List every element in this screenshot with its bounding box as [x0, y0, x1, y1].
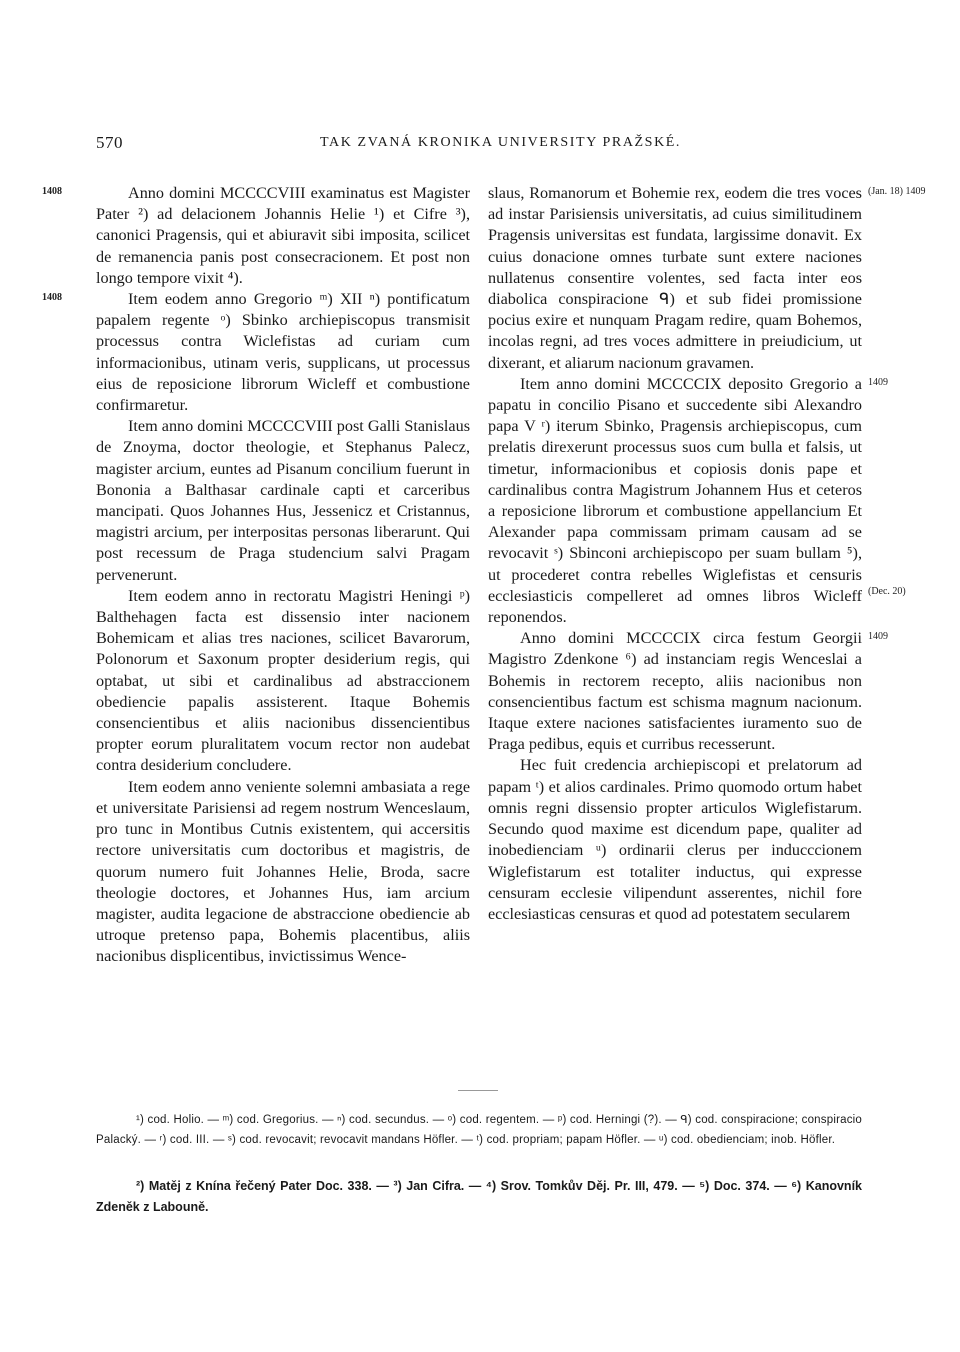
left-paragraph	[42, 183, 470, 289]
explanatory-footnotes: ²) Matěj z Knína řečený Pater Doc. 338. — ³) Jan Cifra. — ⁴) Srov. Tomkův Děj. Pr. III, 479. — ⁵) Doc. 374. — ⁶) Kanovník Zdeněk z Labouně.	[96, 1179, 862, 1214]
left-paragraph	[42, 289, 470, 416]
running-title: TAK ZVANÁ KRONIKA UNIVERSITY PRAŽSKÉ.	[320, 135, 682, 150]
page-number: 570	[96, 133, 123, 152]
margin-year-note: 1408	[42, 186, 62, 197]
paragraph-text: Item anno domini MCCCCIX deposito Gregorio a papatu in concilio Pisano et succedente sibi Alexandro papa V ʳ) iterum Sbinko, Pragensis archiepiscopus, cum prelatis direxerunt processus suos cum bulla et falsis, ut timetur, informacionibus et copiosis donis pape et cardinalibus contra Magistrum Johannem Hus et ceteros a reposicione librorum et combustione appellancium Et Alexander papa commissam primam causam ad se revocavit ˢ) Sbinconi archiepiscopo per suam bullam ⁵), ut procederet contra rebelles Wiglefistas et censuris ecclesiasticis compelleret ad omnes libros Wicleff reponendos.	[488, 374, 862, 627]
footnote-divider	[458, 1090, 498, 1091]
left-paragraph	[96, 416, 470, 586]
margin-year-note: 1408	[42, 292, 62, 304]
paragraph-text: slaus, Romanorum et Bohemie rex, eodem die tres voces ad instar Parisiensis universitatis, ad cuius similitudinem Pragensis universitas est fundata, largissime donavit. Ex cuius donacione omnes turbate sunt extere naciones nullatenus consentire volentes, sed facta inter eos diabolica conspiracione ᑫ) et sub fidei promissione pocius exire et nunquam Pragam redire, quam Bohemos, incolas regni, ad tres voces admittere in preiudicium, ut dixerant, et aliarum nacionum gravamen.	[488, 184, 862, 372]
left-column	[42, 183, 470, 968]
right-paragraph	[488, 183, 926, 374]
right-paragraph	[488, 755, 862, 925]
margin-date-note: (Dec. 20)	[868, 585, 906, 597]
paragraph-text: Anno domini MCCCCIX circa festum Georgii Magistro Zdenkone ⁶) ad instanciam regis Wenceslai a Bohemis in rectorem recepto, aliis nacionibus non consencientibus factum est schisma magnum nacionum. Itaque extere naciones satisfacientes iuramento suo de Praga pedibus, equis et curribus recesserunt.	[488, 629, 862, 754]
left-paragraph	[96, 777, 470, 968]
textual-variants-footnotes: ¹) cod. Holio. — ᵐ) cod. Gregorius. — ⁿ) cod. secundus. — ᵒ) cod. regentem. — ᵖ) cod. Herningi (?). — ᑫ) cod. conspiracione; conspiracio Palacký. — ʳ) cod. III. — ˢ) cod. revocavit; revocavit mandans Höfler. — ᵗ) cod. propriam; papam Höfler. — ᵘ) cod. obedienciam; inob. Höfler.	[96, 1114, 862, 1146]
margin-year-note: 1409	[868, 376, 888, 388]
paragraph-text: Item eodem anno veniente solemni ambasiata a rege et universitate Parisiensi ad regem nostrum Wenceslaum, pro tunc in Montibus Cutnis existentem, qui accersitis rectore universitatis cum doctoribus et magistris, de quorum numero fuit Johannes Helie, Broda, sacre theologie doctores, et Johannes Hus, iam arcium magister, audita legacione de abstraccione obediencie ab utroque pretenso papa, Bohemis placentibus, aliis nacionibus displicentibus, invictissimus Wence-	[96, 777, 470, 966]
right-paragraph	[488, 374, 906, 628]
left-paragraph	[96, 586, 470, 777]
right-column	[488, 183, 926, 925]
margin-date-note: (Jan. 18) 1409	[868, 186, 926, 197]
paragraph-text: Anno domini MCCCCVIII examinatus est Magister Pater ²) ad delacionem Johannis Helie ¹) et Cifre ³), canonici Pragensis, qui et abiuravit sibi imposita, scilicet de remanencia panis post consecracionem. Et post non longo tempore vixit ⁴).	[96, 184, 470, 287]
right-paragraph	[488, 628, 888, 755]
paragraph-text: Hec fuit credencia archiepiscopi et prelatorum ad papam ᵗ) et alios cardinales. Primo quomodo ortum habet omnis regni dissensio propter articulos Wiglefistarum. Secundo quod maxime est dicendum pape, qualiter ad inobedienciam ᵘ) ordinarii clerus per inducccionem Wiglefistarum est totaliter inductus, qui expresse censuram ecclesie vilipendunt asserentes, nichil fore ecclesiasticas censuras et quod ad potestatem secularem	[488, 756, 862, 923]
margin-year-note: 1409	[868, 631, 888, 643]
paragraph-text: Item eodem anno in rectoratu Magistri Heningi ᵖ) Balthehagen facta est dissensio inter nacionem Bohemicam et alias tres naciones, scilicet Bavarorum, Polonorum et Saxonum propter desiderium regis, qui optabat, ut sibi et cardinalibus ad abstraccionem obediencie papalis assisterent. Itaque Bohemis consencientibus et aliis nacionibus dissencientibus propter eorum pluralitatem vocum rector non audebat contra desiderium concludere.	[96, 586, 470, 775]
paragraph-text: Item anno domini MCCCCVIII post Galli Stanislaus de Znoyma, doctor theologie, et Stephanus Palecz, magister arcium, euntes ad Pisanum concilium fuerunt in Bononia a Balthasar cardinale capti et carceribus mancipati. Quos Johannes Hus, Jessenicz et Cristannus, magistri arcium, per interpositas personas liberarunt. Qui post recessum de Praga studencium salvi Pragam pervenerunt.	[96, 417, 470, 584]
paragraph-text: Item eodem anno Gregorio ᵐ) XII ⁿ) pontificatum papalem regente ᵒ) Sbinko archiepiscopus transmisit processus contra Wiclefistas ad curiam cum informacionibus, utinam veris, supplicans, ut processus eius de reposicione librorum Wicleff et combustione confirmaretur.	[96, 290, 470, 415]
